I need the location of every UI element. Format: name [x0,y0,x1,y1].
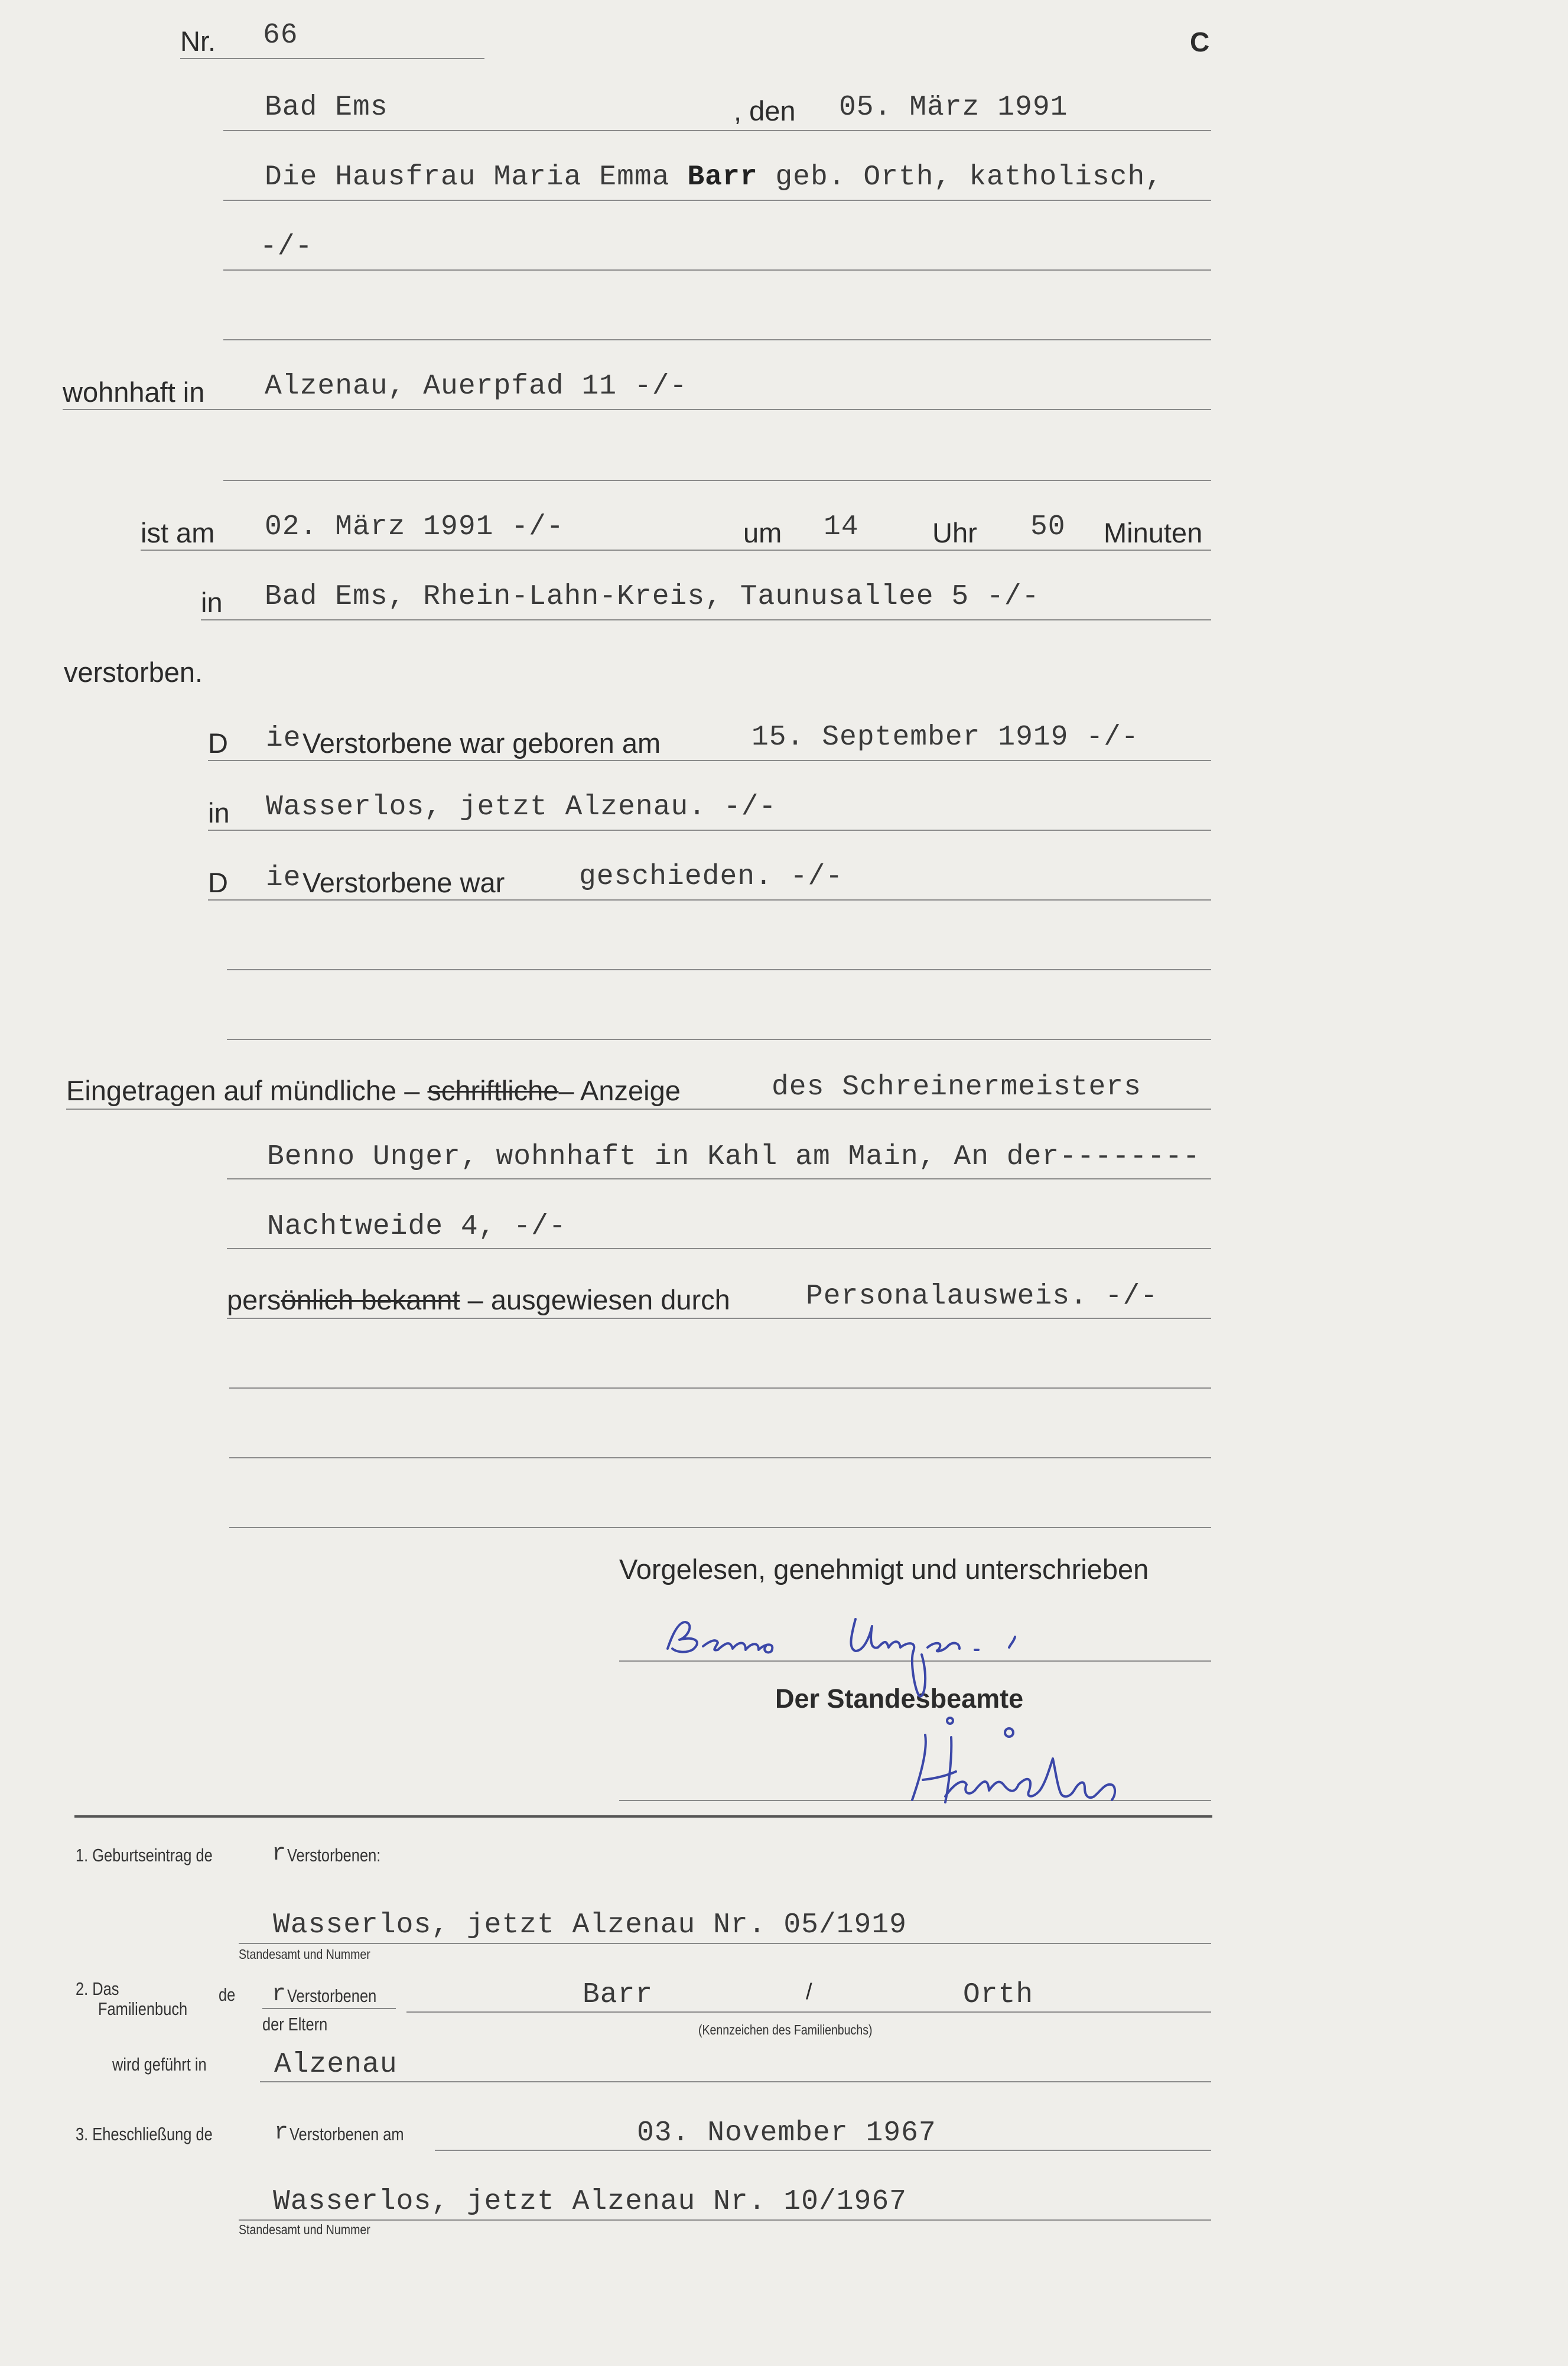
birth-ie-typed: ie [266,723,301,755]
birth-date: 15. September 1919 -/- [752,722,1139,753]
birth-d-label: D [208,727,228,759]
registration-label: Eingetragen auf mündliche – schriftliche– Anzeige [66,1075,681,1106]
registrar-label: Der Standesbeamte [775,1684,1024,1714]
item1-r: r [272,1841,287,1867]
item2-de: de [219,1984,236,2005]
item2-rule [406,2011,1211,2013]
item3-label: 3. Eheschließung de [76,2124,213,2144]
item1-label2: Verstorbenen: [287,1845,381,1866]
item2-eltern: der Eltern [262,2014,328,2034]
marital-status: geschieden. -/- [579,861,844,893]
place-value: Bad Ems [265,92,388,124]
item2-label: Familienbuch [98,1998,188,2019]
birth-register-entry: Wasserlos, jetzt Alzenau Nr. 05/1919 [273,1909,907,1941]
item1-label: 1. Geburtseintrag de [76,1845,213,1866]
informant-line-3: Nachtweide 4, -/- [267,1211,567,1243]
marriage-register-entry: Wasserlos, jetzt Alzenau Nr. 10/1967 [273,2186,907,2218]
item3-r: r [274,2120,289,2146]
death-in-label: in [201,587,223,618]
identification-label: persönlich bekannt – ausgewiesen durch [227,1284,730,1315]
footer-separator [74,1815,1212,1818]
family-book-place: Alzenau [274,2049,398,2081]
nr-label: Nr. [180,25,216,57]
item3-label2: Verstorbenen am [289,2124,404,2144]
item3-sub: Standesamt und Nummer [239,2222,370,2237]
den-label: , den [734,95,796,126]
item2-num: 2. Das [76,1978,119,1999]
birth-in-label: in [208,797,230,828]
corner-letter: C [1190,27,1210,57]
residence-label: wohnhaft in [63,376,205,408]
uhr-label: Uhr [932,517,977,548]
um-label: um [743,517,782,548]
death-hour: 14 [824,511,859,543]
identification-document: Personalausweis. -/- [806,1280,1159,1312]
item2-place-rule [260,2081,1211,2082]
death-date: 02. März 1991 -/- [265,511,564,543]
death-minutes: 50 [1030,511,1066,543]
birth-place: Wasserlos, jetzt Alzenau. -/- [266,791,777,823]
status-label: Verstorbene war [302,867,505,898]
item2-verst-rule [262,2008,396,2009]
minuten-label: Minuten [1104,517,1203,548]
read-approved-label: Vorgelesen, genehmigt und unterschrieben [619,1554,1149,1585]
nr-value: 66 [263,20,298,51]
item1-sub: Standesamt und Nummer [239,1946,370,1962]
family-book-slash: / [806,1980,812,2004]
informant-line-1: des Schreinermeisters [772,1071,1141,1103]
item2-sub: (Kennzeichen des Familienbuchs) [698,2022,873,2037]
status-d-label: D [208,867,228,898]
residence-value: Alzenau, Auerpfad 11 -/- [265,370,688,402]
person-name-line: Die Hausfrau Maria Emma Barr geb. Orth, katholisch, [265,161,1163,193]
death-place: Bad Ems, Rhein-Lahn-Kreis, Taunusallee 5 -/- [265,581,1040,613]
verstorben-label: verstorben. [64,656,203,688]
birth-label: Verstorbene war geboren am [302,727,661,759]
item2-r: r [272,1981,287,2008]
item2-verst: Verstorbenen [287,1985,377,2006]
family-book-name-b: Orth [963,1979,1034,2011]
informant-line-2: Benno Unger, wohnhaft in Kahl am Main, An der-------- [267,1141,1201,1173]
document-date: 05. März 1991 [839,92,1068,124]
family-book-name-a: Barr [583,1979,653,2011]
item2-gefuehrt: wird geführt in [112,2054,207,2075]
marriage-date: 03. November 1967 [637,2117,936,2149]
status-ie-typed: ie [266,862,301,894]
item3-rule [239,2219,1211,2221]
item3-date-rule [435,2150,1211,2151]
ist-am-label: ist am [141,517,215,548]
item1-rule [239,1943,1211,1944]
person-line2: -/- [260,231,313,263]
